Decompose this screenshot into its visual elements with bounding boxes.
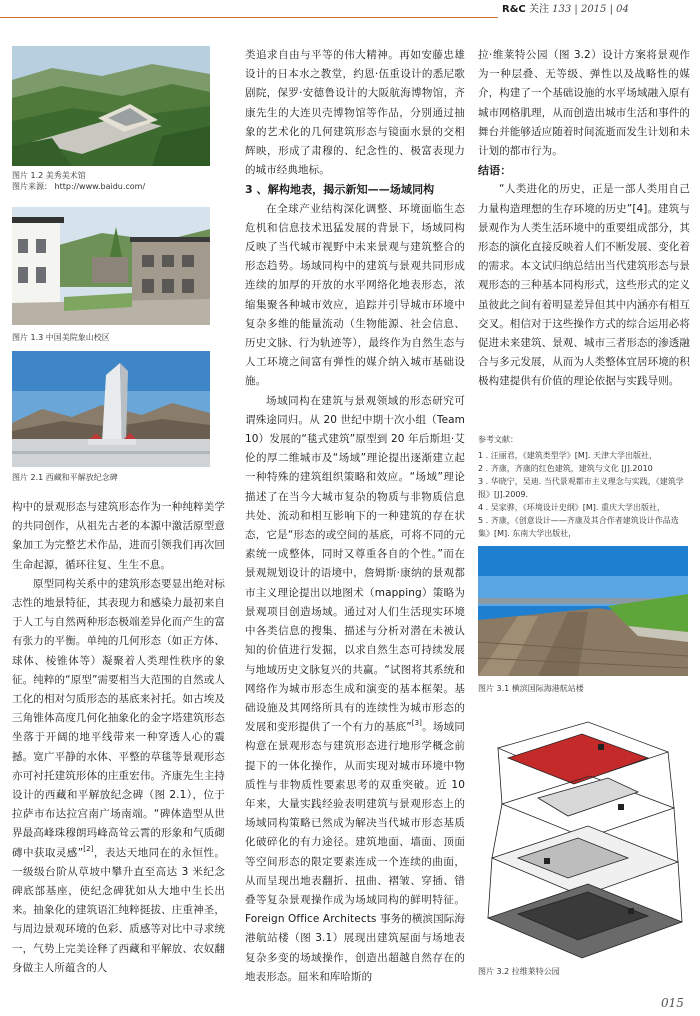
- column-2-text: [245, 46, 465, 987]
- references: [478, 433, 690, 540]
- reference-item: 1 . 汪丽君，《建筑类型学》[M]. 天津大学出版社，: [478, 451, 657, 460]
- figure-yokohama-terminal: [478, 546, 688, 676]
- miho-museum-photo: [12, 46, 210, 166]
- col2-intro: 类追求自由与平等的伟大精神。再如安藤忠雄设计的日本水之教堂，约恩·伍重设计的悉尼歌剧院，保罗·安德鲁设计的大阪航海博物馆，齐康先生的大连贝壳博物馆等作品，分别通过抽象的艺术化的几何建筑形态与镜面水景的交相辉映，形成了肃穆的、纪念性的、极富表现力的城市经典地标。: [245, 49, 465, 177]
- col2-para-1: 在全球产业结构深化调整、环境面临生态危机和信息技术迅猛发展的背景下，场域同构反映了当代城市视野中未来景观与建筑整合的形态趋势。场域同构中的建筑与景观共同形成连续的加厚的开放的水平网络化地表形态，浓缩集聚各种城市效应，追踪并引导城市环境中复杂多维的能量流动（生物能源、社会信息、历史文脉、行为轨迹等），最终作为自然生态与人工环境之间富有弹性的媒介纳入城市基础设施。: [245, 202, 465, 388]
- column-1-text: [12, 498, 225, 978]
- col1-para-2-text: 原型同构关系中的建筑形态要显出绝对标志性的地景特征，其表现力和感染力最初来自于人工与自然两种形态极端差异化而产生的富有张力的平衡。单纯的几何形态（如正方体、球体、棱锥体等）凝聚着人类理性秩序的象征。纯粹的“原型”需要相当大范围的自然或人工化的相对匀质形态的基底来衬托。如古埃及三角锥体高度几何化抽象化的金字塔建筑形态坐落于开阔的地平线带来一种穿透人心的震撼。宽广平静的水体、平整的草毯等景观形态亦可衬托建筑形体的庄重宏伟。齐康先生主持设计的西藏和平解放纪念碑（图 2.1），位于拉萨市布达拉宫南广场南端。“碑体造型从世界最高峰珠穆朗玛峰高耸云霄的形象和气质砌磚中获取灵感”: [12, 577, 225, 859]
- col3-para-1: 拉·维莱特公园（图 3.2）设计方案将景观作为一种层叠、无等级、弹性以及战略性的媒介，构建了一个基础设施的水平场域融入原有城市网格肌理，从而创造出城市生活和事件的舞台并能够适应随着时间流逝而发生计划和未计划的都市行为。: [478, 49, 690, 158]
- caption-fig-1-3: 图片 1.3 中国美院象山校区: [12, 333, 110, 342]
- col2-para-2-cont: 。场域同构意在景观形态与建筑形态进行地形学概念前提下的一体化操作，从而实现对城市环境中物质性与非物质性要素思考的双重突破。近 10 年来，大量实践经验表明建筑与景观形态上的场域同构策略已然成为解决当代城市形态基质化破碎化的有力途径。建筑地面、墙面、顶面等空间形态的限定要素连成一个连续的曲面，从而呈现出地表翻折、扭曲、褶皱、穿插、错叠等复杂景观操作成为场域同构的鲜明特征。Foreign Office Architects 事务的横滨国际海港航站楼（图 3.1）展现出建筑屋面与场地表复杂多变的场域操作，创造出超越自然存在的地表形态。屈米和库哈斯的: [245, 721, 465, 983]
- caption-fig-2-1: 图片 2.1 西藏和平解放纪念碑: [12, 473, 118, 482]
- caption-source: 图片来源： http://www.baidu.com/: [12, 182, 146, 191]
- yokohama-terminal-photo: [478, 546, 688, 676]
- xiangshan-campus-photo: [12, 207, 210, 325]
- reference-item: 3 . 华晓宁，吴迪. 当代景观都市主义理念与实践，《建筑学报》[J].2009.: [478, 477, 684, 499]
- figure-la-villette: [478, 708, 688, 962]
- journal-brand: R&C: [502, 4, 526, 15]
- reference-item: 5 . 齐康，《创意设计——齐康及其合作者建筑设计作品选集》[M]. 东南大学出版社，: [478, 516, 679, 538]
- caption-fig-3-2: 图片 3.2 拉维莱特公园: [478, 967, 560, 976]
- figure-xiangshan-campus: [12, 207, 210, 325]
- figure-miho-museum: [12, 46, 210, 166]
- figure-tibet-monument: [12, 351, 210, 467]
- col1-para-2-cont: ，表达天地同在的永恒性。一级级台阶从草坡中攀升直至高达 3 米纪念碑底部基座，使纪念碑犹如从大地中生长出来。抽象化的建筑语汇纯粹挺拔、庄重神圣，与周边景观环境的色彩、质感等对比中寻求统一，气势上完美诠释了西藏和平解放、农奴翻身做主人所蕴含的人: [12, 846, 226, 974]
- column-3-text: [478, 46, 690, 392]
- citation-3: [3]: [411, 719, 422, 728]
- reference-item: 2 . 齐康，齐康的红色建筑，建筑与文化 [J].2010: [478, 464, 653, 473]
- citation-2: [2]: [83, 844, 94, 853]
- section-name: 关注: [528, 4, 549, 15]
- col2-para-2-text: 场域同构在建筑与景观领域的形态研究可谓殊途同归。从 20 世纪中期十次小组（Team 10）发展的“毯式建筑”原型到 20 年后斯坦·艾伦的厚二维城市及“场域”理论提出逐渐建立起一种特殊的建筑组织策略和效应。“场域”理论描述了在当今大城市复杂的物质与非物质信息共处、流动和相互影响下的一种建筑的存在状态，它是“形态的或空间的基底，可将不同的元素统一成整体，同时又尊重各自的个性。”而在景观规划设计的语境中，詹姆斯·康纳的景观都市主义理论提出以地图术（mapping）策略为景观项目创造场域。通过对人们生活现实环境中各类信息的搜集、描述与分析对潜在未被认知的价值进行发掘，以求自然生态可持续发展与地域历史文脉复兴的共赢。“试图将其系统和网络作为城市形态生成和演变的基本框架。基础设施及其网络所具有的连续性为城市形态的发展和变形提供了一个有力的基底”: [245, 394, 465, 734]
- references-title: 参考文献：: [478, 435, 518, 444]
- col2-para-2: [245, 392, 465, 987]
- running-header: [502, 4, 629, 16]
- caption-fig-1-2: 图片 1.2 美秀美术馆: [12, 171, 86, 180]
- caption-fig-3-1: 图片 3.1 横滨国际海港航站楼: [478, 684, 584, 693]
- la-villette-diagram: [478, 708, 688, 962]
- reference-item: 4 . 吴家骅，《环境设计史纲》[M]. 重庆大学出版社，: [478, 503, 665, 512]
- col1-para-1: 构中的景观形态与建筑形态作为一种纯粹美学的共同创作，从祖先古老的本源中激活原型意象加工为完整艺术作品，进而引领我们再次回生命起源，循环往复、生生不息。: [12, 501, 225, 571]
- conclusion-heading: 结语：: [478, 164, 512, 178]
- col1-para-2: [12, 575, 225, 978]
- conclusion-text: “人类进化的历史，正是一部人类用自己力量构造理想的生存环境的历史”[4]。建筑与景观作为人类生活环境中的重要组成部分，其形态的演化直接反映着人们不断发展、变化着的需求。本文试归纳总结出当代建筑形态与景观形态的三种基本同构形式，这些形式的定义虽彼此之间有着明显差异但其中内涵亦有相互交叉。相信对于这些操作方式的综合运用必将促进未来建筑、景观、城市三者形态的渗透融合与多元发展，从而为人类整体宜居环境的积极构建提供有价值的理论依据与实践导则。: [478, 183, 690, 388]
- issue-info: 133 | 2015 | 04: [552, 4, 629, 15]
- page-number: 015: [661, 996, 684, 1010]
- section-3-heading: 3 、解构地表，揭示新知——场域同构: [245, 183, 435, 197]
- tibet-monument-photo: [12, 351, 210, 467]
